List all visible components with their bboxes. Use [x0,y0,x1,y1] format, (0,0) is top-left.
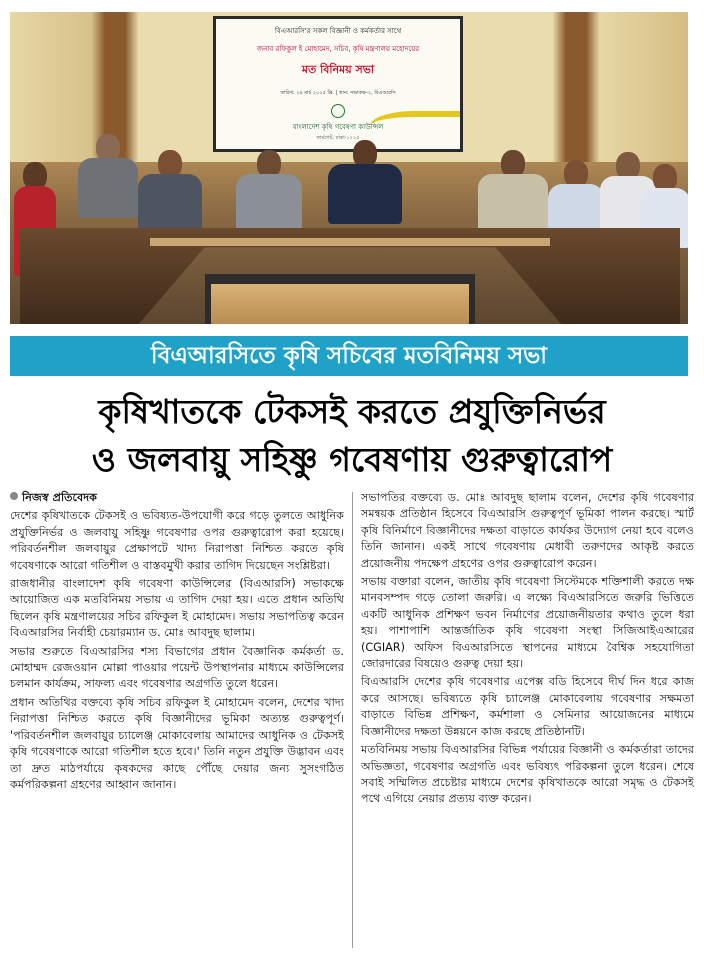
screen-address: ফার্মগেট, ঢাকা-১২১৫ [316,135,360,141]
person-figure [78,134,138,224]
table-front-panel [205,274,475,324]
paragraph: সভাপতির বক্তব্যে ড. মোঃ আবদুছ ছালাম বলেন, দেশের কৃষি গবেষণার সমন্বয়ক প্রতিষ্ঠান হিসেবে বিএআরসি গুরুত্বপূর্ণ ভূমিকা পালন করছে। স্মার্ট কৃষি বিনির্মাণে বিজ্ঞানীদের দক্ষতা বাড়াতে কার্যকর উদ্যোগ নেয়া হবে বলেও তিনি জানান। একই সাথে গবেষণায় মেধাবী তরুণদের আকৃষ্ট করতে প্রয়োজনীয় পদক্ষেপ গ্রহণের ওপর গুরুত্বারোপ করেন। [361,491,694,570]
article-column-right [361,490,694,810]
bullet-icon [10,492,18,500]
screen-swoosh [370,111,460,141]
person-figure [328,140,402,230]
paragraph: দেশের কৃষিখাতকে টেকসই ও ভবিষ্যত-উপযোগী করে গড়ে তুলতে আধুনিক প্রযুক্তিনির্ভর ও জলবায়ু সহিষ্ণু গবেষণার ওপর গুরুত্বারোপ করা হয়েছে। পরিবর্তনশীল জলবায়ুর প্রেক্ষাপটে খাদ্য নিরাপত্তা নিশ্চিত করতে কৃষি গবেষণাকে আরো গতিশীল ও বাস্তবমুখী করার তাগিদ দিয়েছেন সংশ্লিষ্টরা। [10,509,344,572]
screen-venue: তারিখ: ২৪ মার্চ ২০২৫ খ্রি. | স্থান: সভাকক্ষ-২, বিএআরসি [280,90,396,96]
paragraph: সভার শুরুতে বিএআরসির শস্য বিভাগের প্রধান বৈজ্ঞানিক কর্মকর্তা ড. মোহাম্মদ রেজওয়ান মোল্লা পাওয়ার পয়েন্ট উপস্থাপনার মাধ্যমে কাউন্সিলের চলমান কার্যক্রম, সাফল্য এবং গবেষণার অগ্রগতি তুলে ধরেন। [10,644,344,691]
table-top [150,238,550,246]
screen-org: বাংলাদেশ কৃষি গবেষণা কাউন্সিল [292,123,384,131]
paragraph: মতবিনিময় সভায় বিএআরসির বিভিন্ন পর্যায়ের বিজ্ঞানী ও কর্মকর্তারা তাদের অভিজ্ঞতা, গবেষণার অগ্রগতি এবং ভবিষ্যৎ পরিকল্পনা তুলে ধরেন। শেষে সবাই সম্মিলিত প্রচেষ্টার মাধ্যমে দেশের কৃষিখাতকে আরো সমৃদ্ধ ও টেকসই পথে এগিয়ে নেয়ার প্রত্যয় ব্যক্ত করেন। [361,743,694,806]
byline [10,490,344,506]
barc-logo-icon [331,104,345,118]
article-column-left [10,490,344,795]
projector-screen [213,16,463,152]
screen-line-2: জনাব রফিকুল ই মোহামেদ, সচিব, কৃষি মন্ত্রণালয় মহোদয়ের [256,45,420,53]
paragraph: প্রধান অতিথির বক্তব্যে কৃষি সচিব রফিকুল ই মোহামেদ বলেন, দেশের খাদ্য নিরাপত্তা নিশ্চিত করতে কৃষি বিজ্ঞানীদের ভূমিকা অত্যন্ত গুরুত্বপূর্ণ। 'পরিবর্তনশীল জলবায়ুর চ্যালেঞ্জ মোকাবেলায় আমাদের আধুনিক ও টেকসই কৃষি গবেষণাকে আরো গতিশীল হতে হবে।' তিনি নতুন প্রযুক্তি উদ্ভাবন এবং তা দ্রুত মাঠপর্যায়ে কৃষকদের কাছে পৌঁছে দেয়ার জন্য সুসংগঠিত কর্মপরিকল্পনা গ্রহণের আহ্বান জানান। [10,695,344,791]
strap-headline: বিএআরসিতে কৃষি সচিবের মতবিনিময় সভা [10,336,688,376]
person-figure [478,150,548,232]
byline-text: নিজস্ব প্রতিবেদক [22,491,97,504]
headline-line-1: কৃষিখাতকে টেকসই করতে প্রযুক্তিনির্ভর [98,392,606,431]
main-headline [10,388,694,484]
person-figure [236,150,302,230]
paragraph: সভায় বক্তারা বলেন, জাতীয় কৃষি গবেষণা সিস্টেমকে শক্তিশালী করতে দক্ষ মানবসম্পদ গড়ে তোলা জরুরি। এ লক্ষ্যে বিএআরসিতে জরুরি ভিত্তিতে একটি আধুনিক প্রশিক্ষণ ভবন নির্মাণের প্রয়োজনীয়তার কথাও তুলে ধরা হয়। পাশাপাশি আন্তর্জাতিক কৃষি গবেষণা সংস্থা সিজিআইএআরের (CGIAR) অফিস বিএআরসিতে স্থাপনের মাধ্যমে বৈশ্বিক সহযোগিতা জোরদারের বিষয়েও গুরুত্ব দেয়া হয়। [361,575,694,671]
column-divider [352,492,353,948]
headline-line-2: ও জলবায়ু সহিষ্ণু গবেষণায় গুরুত্বারোপ [91,440,613,479]
person-figure [138,150,202,230]
paragraph: রাজধানীর বাংলাদেশ কৃষি গবেষণা কাউন্সিলের (বিএআরসি) সভাকক্ষে আয়োজিত এক মতবিনিময় সভায় এ তাগিদ দেয়া হয়। এতে প্রধান অতিথি ছিলেন কৃষি মন্ত্রণালয়ের সচিব রফিকুল ই মোহামেদ। সভায় সভাপতিত্ব করেন বিএআরসির নির্বাহী চেয়ারম্যান ড. মোঃ আবদুছ ছালাম। [10,577,344,640]
news-photo [10,12,688,324]
screen-line-1: বিএআরসি'র সকল বিজ্ঞানী ও কর্মকর্তার সাথে [274,27,402,35]
paragraph: বিএআরসি দেশের কৃষি গবেষণার এপেক্স বডি হিসেবে দীর্ঘ দিন ধরে কাজ করে আসছে। ভবিষ্যতে কৃষি চ্যালেঞ্জ মোকাবেলায় গবেষণার সক্ষমতা বাড়াতে বিভিন্ন প্রশিক্ষণ, কর্মশালা ও সেমিনার আয়োজনের মাধ্যমে বিজ্ঞানীদের দক্ষতা উন্নয়নে কাজ করছে প্রতিষ্ঠানটি। [361,675,694,738]
screen-title: মত বিনিময় সভা [301,63,375,76]
